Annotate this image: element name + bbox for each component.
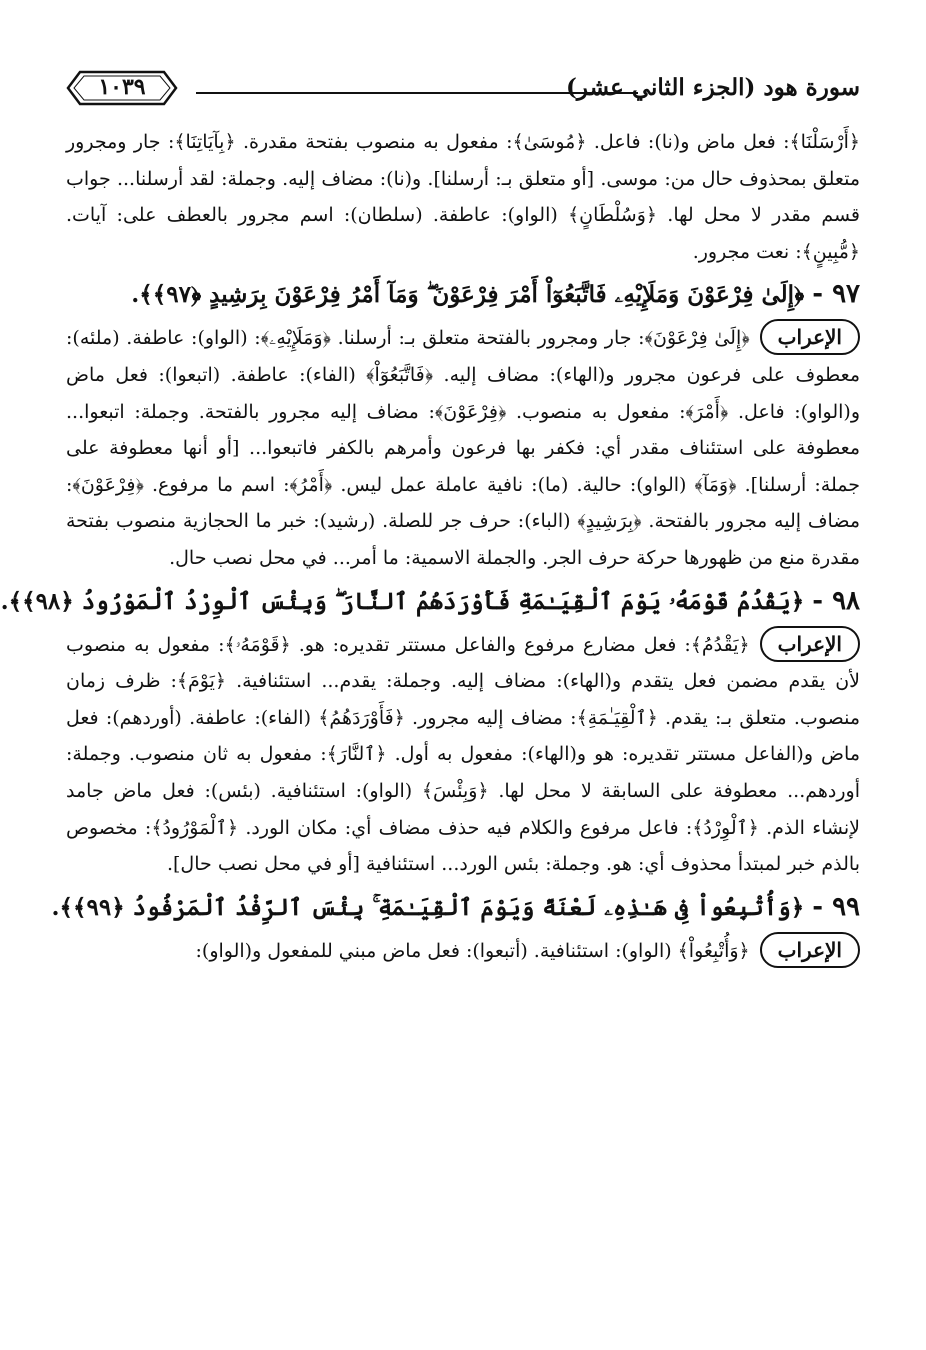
verse-number: ٩٨ - [812,585,860,616]
page-body [0,124,860,969]
paragraph: ﴿أَرْسَلْنَا﴾: فعل ماض و(نا): فاعل. ﴿مُوسَىٰ﴾: مفعول به منصوب بفتحة مقدرة. ﴿بِآيَاتِنَا﴾: جار ومجرور متعلق بمحذوف حال من: موسى. [أو متعلق بـ: أرسلنا]. و(نا): مضاف إليه. وجملة: لقد أرسلنا... جواب قسم مقدر لا محل لها. ﴿وَسُلْطَانٍ﴾ (الواو): عاطفة. (سلطان): اسم مجرور بالعطف على: آيات. ﴿مُّبِينٍ﴾: نعت مجرور. [66,131,860,263]
verse-text: ﴿يَقْدُمُ قَوْمَهُۥ يَوْمَ ٱلْقِيَـٰمَةِ فَأَوْرَدَهُمُ ٱلنَّارَ ۖ وَبِئْسَ ٱلْوِرْدُ ٱلْمَوْرُودُ ﴿٩٨﴾﴾. [0,587,805,615]
irab-badge: الإعراب [760,932,860,968]
page-header [66,68,860,116]
irab-text: ﴿إِلَىٰ فِرْعَوْنَ﴾: جار ومجرور بالفتحة متعلق بـ: أرسلنا. ﴿وَمَلَإِيْهِۦ﴾: (الواو): عاطفة. (ملئه): معطوف على فرعون مجرور و(الهاء): مضاف إليه. ﴿فَاتَّبَعُوٓاْ﴾ (الفاء): عاطفة. (اتبعوا): فعل ماض و(الواو): فاعل. ﴿أَمْرَ﴾: مفعول به منصوب. ﴿فِرْعَوْنَ﴾: مضاف إليه مجرور بالفتحة. وجملة: اتبعوا... معطوفة على استئناف مقدر أي: فكفر بها فرعون وأمرهم بالكفر فاتبعوا... [أو أنها معطوفة على جملة: أرسلنا]. ﴿وَمَآ﴾ (الواو): حالية. (ما): نافية عاملة عمل ليس. ﴿أَمْرُ﴾: اسم ما مرفوع. ﴿فِرْعَوْنَ﴾: مضاف إليه مجرور بالفتحة. ﴿بِرَشِيدٍ﴾ (الباء): حرف جر للصلة. (رشيد): خبر ما الحجازية منصوب بفتحة مقدرة منع من ظهورها حركة حرف الجر. والجملة الاسمية: ما أمر... في محل نصب حال. [66,327,860,569]
page-number: ١٠٣٩ [98,74,146,100]
verse-99 [51,883,860,932]
verse-number: ٩٩ - [812,891,860,922]
irab-text: ﴿وَأُتْبِعُواْ﴾ (الواو): استئنافية. (أتبعوا): فعل ماض مبني للمفعول و(الواو): [195,939,750,962]
irab-section-97 [66,319,860,576]
verse-text: ﴿وَأُتْبِعُواْ فِى هَـٰذِهِۦ لَعْنَةً وَيَوْمَ ٱلْقِيَـٰمَةِ ۚ بِئْسَ ٱلرِّفْدُ ٱلْمَرْفُودُ ﴿٩٩﴾﴾. [51,893,805,921]
irab-section-99 [66,932,860,970]
irab-badge: الإعراب [760,626,860,662]
verse-98 [0,577,860,626]
irab-text: ﴿يَقْدُمُ﴾: فعل مضارع مرفوع والفاعل مستتر تقديره: هو. ﴿قَوْمَهُۥ﴾: مفعول به منصوب لأن يقدم مضمن فعل يتقدم و(الهاء): مضاف إليه. وجملة: يقدم... استئنافية. ﴿يَوْمَ﴾: ظرف زمان منصوب. متعلق بـ: يقدم. ﴿ٱلْقِيَـٰمَةِ﴾: مضاف إليه مجرور. ﴿فَأَوْرَدَهُمُ﴾ (الفاء): عاطفة. (أوردهم): فعل ماض و(الفاعل مستتر تقديره: هو و(الهاء): مفعول به أول. ﴿ٱلنَّارَ﴾: مفعول به ثان منصوب. وجملة: أوردهم... معطوفة على السابقة لا محل لها. ﴿وَبِئْسَ﴾ (الواو): استئنافية. (بئس): فعل ماض جامد لإنشاء الذم. ﴿ٱلْوِرْدُ﴾: فاعل مرفوع والكلام فيه حذف مضاف أي: مكان الورد. ﴿ٱلْمَوْرُودُ﴾: مخصوص بالذم خبر لمبتدأ محذوف أي: هو. وجملة: بئس الورد... استئنافية [أو في محل نصب حال]. [66,633,860,876]
irab-badge: الإعراب [760,319,860,355]
verse-number: ٩٧ - [812,279,860,310]
running-title: سورة هود (الجزء الثاني عشر) [566,74,860,101]
verse-97 [66,270,860,319]
verse-text: ﴿إِلَىٰ فِرْعَوْنَ وَمَلَإِيْهِۦ فَاتَّبَعُوٓاْ أَمْرَ فِرْعَوْنَ ۖ وَمَآ أَمْرُ فِرْعَوْنَ بِرَشِيدٍ ﴿٩٧﴾﴾. [131,281,805,309]
page-number-frame [66,68,178,108]
irab-section-98 [66,626,860,883]
